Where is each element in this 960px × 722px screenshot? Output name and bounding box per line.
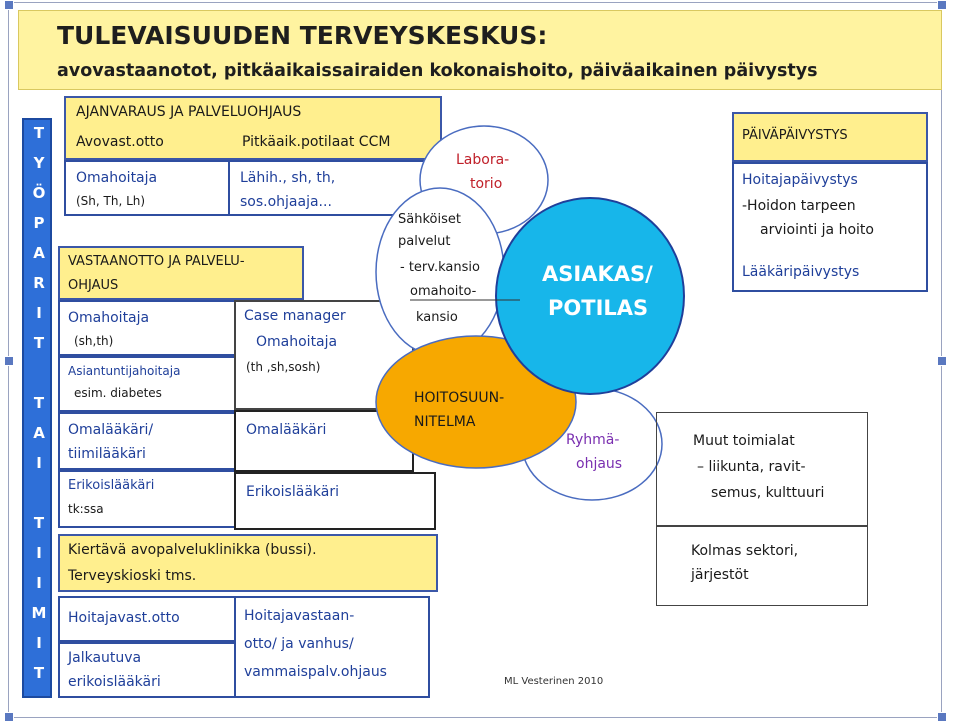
ajanvaraus-pitkaaik: Pitkäaik.potilaat CCM (242, 134, 391, 150)
sahkoiset-line3: - terv.kansio (400, 260, 480, 275)
ryhmaohjaus-line2: ohjaus (576, 456, 623, 472)
vo-omalaakari-label: Omalääkäri (246, 422, 327, 438)
sidebar-letter: Y (33, 154, 45, 172)
case-manager-omahoitaja: Omahoitaja (256, 334, 338, 350)
muut-toimialat-box (656, 412, 868, 526)
muut-toimialat-line2: – liikunta, ravit- (697, 459, 806, 475)
vo-omahoitaja-label: Omahoitaja (68, 310, 150, 326)
sidebar-letter: A (33, 244, 45, 262)
sidebar-letter: I (36, 634, 42, 652)
lahihoitaja-line1: Lähih., sh, th, (240, 170, 336, 186)
hoidon-tarpeen-label: -Hoidon tarpeen (742, 198, 856, 214)
paivystys-box (732, 162, 928, 292)
hoitajapaivystys-label: Hoitajapäivystys (742, 172, 858, 188)
erikoislaakari-tk-place: tk:ssa (68, 502, 104, 516)
vanhuspalvelu-line1: Hoitajavastaan- (244, 608, 355, 624)
title-main: TULEVAISUUDEN TERVEYSKESKUS: (57, 21, 548, 50)
arviointi-label: arviointi ja hoito (760, 222, 874, 238)
sidebar-letter: T (33, 334, 45, 352)
lahihoitaja-line2: sos.ohjaaja... (240, 194, 332, 210)
sahkoiset-line1: Sähköiset (398, 212, 461, 227)
ajanvaraus-avovast: Avovast.otto (76, 134, 164, 150)
asiakas-line2: POTILAS (548, 296, 649, 320)
asiantuntijahoitaja-example: esim. diabetes (74, 386, 162, 400)
asiantuntijahoitaja-label: Asiantuntijahoitaja (68, 364, 181, 378)
jalkautuva-line1: Jalkautuva (68, 650, 142, 666)
omalaakari-tiimi-line2: tiimilääkäri (68, 446, 146, 462)
kiertava-line2: Terveyskioski tms. (68, 568, 197, 584)
paivystys-header (732, 112, 928, 162)
sahkoiset-line2: palvelut (398, 234, 451, 249)
omahoitaja-label: Omahoitaja (76, 170, 158, 186)
omahoitaja-roles: (Sh, Th, Lh) (76, 194, 146, 208)
sidebar-letter: T (33, 394, 45, 412)
sahkoiset-line4: omahoito- (410, 284, 477, 299)
sidebar-letter: P (33, 214, 45, 232)
kolmas-sektori-line1: Kolmas sektori, (691, 543, 799, 559)
laboratorio-line2: torio (470, 176, 503, 192)
kolmas-sektori-box (656, 526, 868, 606)
sidebar-letter: I (36, 544, 42, 562)
case-manager-label: Case manager (244, 308, 346, 324)
sidebar-letter: Ö (32, 184, 46, 202)
title-sub: avovastaanotot, pitkäaikaissairaiden kokonaishoito, päiväaikainen päivystys (57, 61, 818, 81)
kolmas-sektori-line2: järjestöt (691, 567, 749, 583)
vanhuspalvelu-line3: vammaispalv.ohjaus (244, 664, 387, 680)
laboratorio-line1: Labora- (456, 152, 510, 168)
case-manager-roles: (th ,sh,sosh) (246, 360, 321, 374)
sidebar-letter: R (33, 274, 45, 292)
sidebar-letter: T (33, 514, 45, 532)
vastaanotto-title-2: OHJAUS (68, 278, 119, 293)
sidebar-letter: A (33, 424, 45, 442)
hoitosuunnitelma-line1: HOITOSUUN- (414, 390, 505, 406)
sahkoiset-line5: kansio (416, 310, 458, 325)
omalaakari-tiimi-line1: Omalääkäri/ (68, 422, 154, 438)
laakaripaivystys-label: Lääkäripäivystys (742, 264, 860, 280)
sidebar-letter: I (36, 304, 42, 322)
author-credit: ML Vesterinen 2010 (504, 676, 604, 687)
vo-erikoislaakari-label: Erikoislääkäri (246, 484, 339, 500)
ajanvaraus-title: AJANVARAUS JA PALVELUOHJAUS (76, 104, 302, 120)
sidebar-letter: T (33, 124, 45, 142)
muut-toimialat-line3: semus, kulttuuri (711, 485, 825, 501)
hoitosuunnitelma-line2: NITELMA (414, 414, 476, 430)
erikoislaakari-tk-label: Erikoislääkäri (68, 478, 155, 493)
asiakas-line1: ASIAKAS/ (542, 262, 653, 286)
kiertava-line1: Kiertävä avopalveluklinikka (bussi). (68, 542, 317, 558)
hoitajavastaanotto-label: Hoitajavast.otto (68, 610, 180, 626)
vastaanotto-title-1: VASTAANOTTO JA PALVELU- (68, 254, 245, 269)
vo-omahoitaja-roles: (sh,th) (74, 334, 114, 348)
sidebar-letter: M (31, 604, 47, 622)
paivystys-title: PÄIVÄPÄIVYSTYS (742, 128, 848, 143)
sidebar-letter: I (36, 574, 42, 592)
vanhuspalvelu-line2: otto/ ja vanhus/ (244, 636, 354, 652)
sidebar-letter: T (33, 664, 45, 682)
muut-toimialat-line1: Muut toimialat (693, 433, 795, 449)
sidebar-letter: I (36, 454, 42, 472)
jalkautuva-line2: erikoislääkäri (68, 674, 161, 690)
ryhmaohjaus-line1: Ryhmä- (566, 432, 620, 448)
